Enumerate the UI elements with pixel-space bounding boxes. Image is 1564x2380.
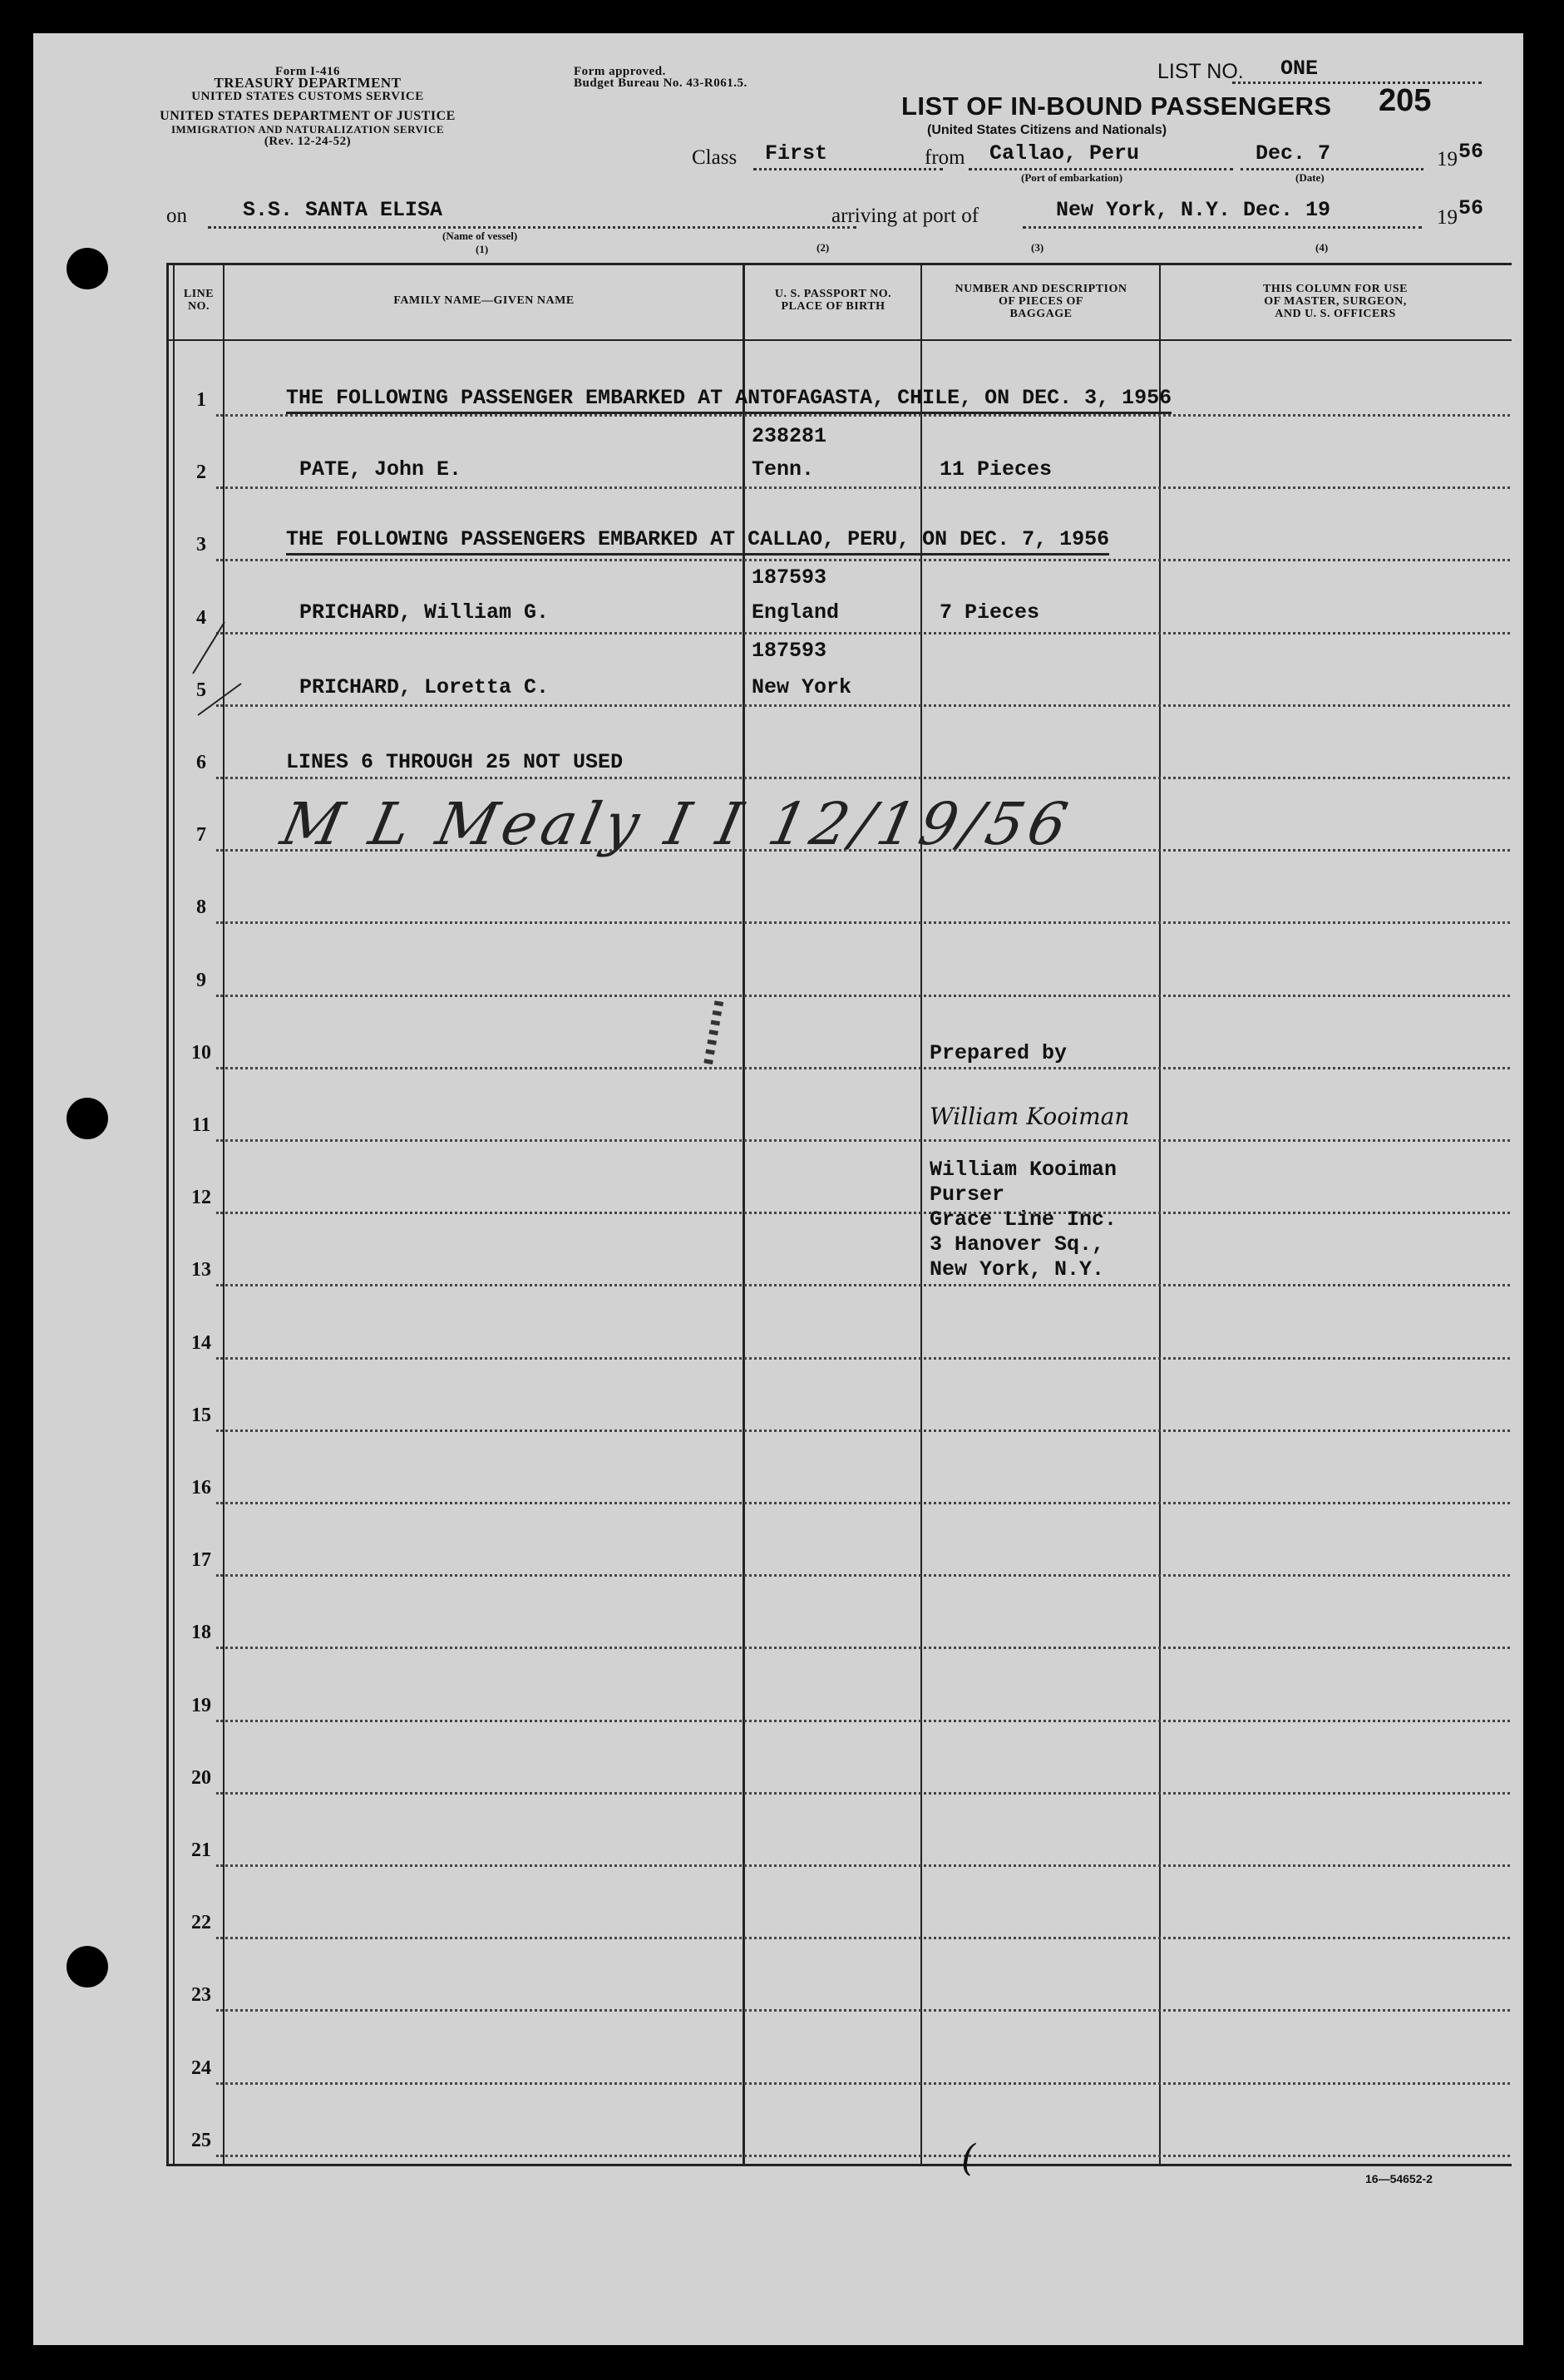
line-number: 8	[196, 896, 206, 919]
purser-line: 3 Hanover Sq.,	[930, 1232, 1105, 1257]
row-divider	[216, 995, 1510, 997]
line3-embark-text: THE FOLLOWING PASSENGERS EMBARKED AT CALLAO, PERU, ON DEC. 7, 1956	[286, 527, 1109, 555]
budget-bureau: Budget Bureau No. 43-R061.5.	[574, 77, 747, 90]
form-approved: Form approved.	[574, 65, 666, 78]
row-divider	[216, 1284, 1510, 1286]
list-no-label: LIST NO.	[1157, 60, 1244, 83]
header-bottom-border	[166, 339, 1512, 341]
arrival-year: 56	[1458, 196, 1484, 220]
line2-passport: 238281	[752, 424, 827, 448]
caption-4: (4)	[1315, 241, 1329, 254]
row-divider	[216, 1429, 1510, 1432]
line2-birth: Tenn.	[752, 457, 815, 481]
line-number: 25	[191, 2129, 211, 2151]
from-underline	[969, 168, 1233, 170]
check-marks	[183, 615, 249, 723]
arriving-label: arriving at port of	[831, 205, 979, 227]
official-stamp-mark: ▮▮▮▮▮▮▮	[698, 996, 728, 1068]
page-subtitle: (United States Citizens and Nationals)	[927, 123, 1167, 137]
row-divider	[216, 1647, 1510, 1649]
line-number: 13	[191, 1259, 211, 1281]
line-number: 24	[191, 2057, 211, 2079]
purser-line: Purser	[930, 1183, 1005, 1207]
line-number: 23	[191, 1984, 211, 2007]
year-value: 56	[1458, 140, 1484, 164]
from-value: Callao, Peru	[989, 141, 1140, 165]
year-prefix: 19	[1437, 148, 1458, 170]
line1-embark-note	[286, 386, 1172, 410]
revision-date: (Rev. 12-24-52)	[264, 135, 352, 148]
purser-line: New York, N.Y.	[930, 1257, 1105, 1281]
class-underline	[753, 168, 943, 170]
treasury-dept: TREASURY DEPARTMENT	[214, 75, 402, 91]
line6-not-used: LINES 6 THROUGH 25 NOT USED	[286, 750, 624, 774]
line-number: 10	[191, 1041, 211, 1064]
border-left-inner	[173, 263, 175, 2166]
purser-line: Grace Line Inc.	[930, 1207, 1117, 1232]
row-divider	[216, 1720, 1510, 1722]
row-divider	[216, 1937, 1510, 1939]
border-left	[166, 263, 169, 2166]
row-divider	[216, 2082, 1510, 2085]
line-number: 7	[196, 824, 206, 847]
row-divider	[216, 921, 1510, 924]
header-baggage: NUMBER AND DESCRIPTION OF PIECES OF BAGGAGE	[955, 283, 1127, 320]
page-number: 205	[1379, 83, 1432, 118]
line-number: 16	[191, 1477, 211, 1499]
line-number: 6	[196, 752, 206, 773]
purser-line: William Kooiman	[930, 1158, 1117, 1182]
row-divider	[216, 777, 1510, 779]
vessel-underline	[208, 226, 856, 229]
prepared-by-label: Prepared by	[930, 1041, 1068, 1065]
line4-birth: England	[752, 600, 840, 625]
officer-signature: M L Mealy I I 12/19/56	[275, 790, 1078, 858]
punch-hole-bottom	[67, 1946, 108, 1987]
line5-name: PRICHARD, Loretta C.	[299, 675, 550, 699]
row-divider	[216, 2155, 1510, 2157]
list-no-value: ONE	[1280, 57, 1319, 81]
line5-passport: 187593	[752, 639, 827, 663]
row-divider	[216, 1067, 1510, 1069]
footer-code: 16—54652-2	[1365, 2172, 1433, 2185]
document-sheet	[33, 33, 1523, 2345]
row-divider	[216, 2009, 1510, 2012]
header-name: FAMILY NAME—GIVEN NAME	[393, 294, 575, 307]
arrival-year-prefix: 19	[1437, 206, 1458, 229]
table-top-border	[166, 263, 1512, 265]
line4-passport: 187593	[752, 565, 827, 590]
line-number: 2	[196, 462, 206, 484]
row-divider	[216, 1574, 1510, 1577]
line-number: 5	[196, 679, 206, 701]
row-divider	[216, 632, 1510, 635]
row-divider	[216, 1864, 1510, 1867]
row-divider	[216, 1139, 1510, 1142]
punch-hole-middle	[67, 1098, 108, 1139]
row-divider	[216, 1502, 1510, 1504]
line1-embark-text: THE FOLLOWING PASSENGER EMBARKED AT ANTOFAGASTA, CHILE, ON DEC. 3, 1956	[286, 386, 1172, 414]
immigration-service: IMMIGRATION AND NATURALIZATION SERVICE	[170, 123, 445, 136]
embarkation-caption: (Port of embarkation)	[1021, 171, 1123, 184]
line-number: 3	[196, 534, 206, 556]
row-divider	[216, 1792, 1510, 1795]
class-value: First	[765, 141, 828, 165]
line3-embark-note	[286, 527, 1109, 551]
list-no-underline	[1232, 81, 1482, 84]
from-label: from	[925, 146, 965, 169]
line-number: 17	[191, 1549, 211, 1572]
date-value: Dec. 7	[1256, 141, 1331, 165]
header-passport: U. S. PASSPORT NO. PLACE OF BIRTH	[774, 288, 892, 313]
arrival-port: New York, N.Y. Dec. 19	[1056, 198, 1331, 222]
line-number: 1	[196, 389, 206, 411]
line-number: 19	[191, 1694, 211, 1716]
customs-service: UNITED STATES CUSTOMS SERVICE	[191, 90, 424, 103]
line-number: 11	[191, 1114, 211, 1136]
header-officers: THIS COLUMN FOR USE OF MASTER, SURGEON, AND U. S. OFFICERS	[1262, 283, 1409, 320]
row-divider	[216, 414, 1510, 417]
date-underline	[1241, 168, 1423, 170]
form-number: Form I-416	[275, 65, 340, 78]
caption-1: (1)	[476, 243, 489, 255]
line-number: 21	[191, 1839, 211, 1861]
vessel-name: S.S. SANTA ELISA	[243, 198, 443, 222]
line-number: 14	[191, 1331, 211, 1354]
purser-signature: William Kooiman	[930, 1103, 1130, 1130]
line-number: 9	[196, 969, 206, 991]
table-bottom-border	[166, 2164, 1512, 2166]
caption-2: (2)	[817, 241, 830, 254]
line-number: 4	[196, 606, 206, 629]
margin-mark: (	[961, 2137, 976, 2180]
row-divider	[216, 559, 1510, 561]
arrival-underline	[1023, 226, 1422, 229]
row-divider	[216, 1212, 1510, 1214]
class-label: Class	[692, 146, 738, 169]
line-number: 18	[191, 1622, 211, 1644]
row-divider	[216, 704, 1510, 707]
line4-baggage: 7 Pieces	[940, 600, 1040, 625]
line4-name: PRICHARD, William G.	[299, 600, 550, 625]
line5-birth: New York	[752, 675, 852, 699]
punch-hole-top	[67, 248, 108, 289]
line-number: 12	[191, 1187, 211, 1209]
divider-baggage	[1159, 263, 1161, 2166]
caption-3: (3)	[1031, 241, 1044, 254]
line-number: 22	[191, 1912, 211, 1934]
date-caption: (Date)	[1295, 171, 1325, 184]
on-label: on	[166, 205, 187, 227]
line-number: 15	[191, 1404, 211, 1426]
line-number: 20	[191, 1766, 211, 1789]
line2-name: PATE, John E.	[299, 457, 462, 481]
row-divider	[216, 1357, 1510, 1360]
header-line-no: LINE NO.	[183, 288, 215, 313]
vessel-caption: (Name of vessel)	[442, 230, 518, 242]
justice-dept: UNITED STATES DEPARTMENT OF JUSTICE	[160, 109, 456, 123]
line2-baggage: 11 Pieces	[940, 457, 1053, 481]
row-divider	[216, 486, 1510, 489]
page-title: LIST OF IN-BOUND PASSENGERS	[901, 91, 1332, 121]
